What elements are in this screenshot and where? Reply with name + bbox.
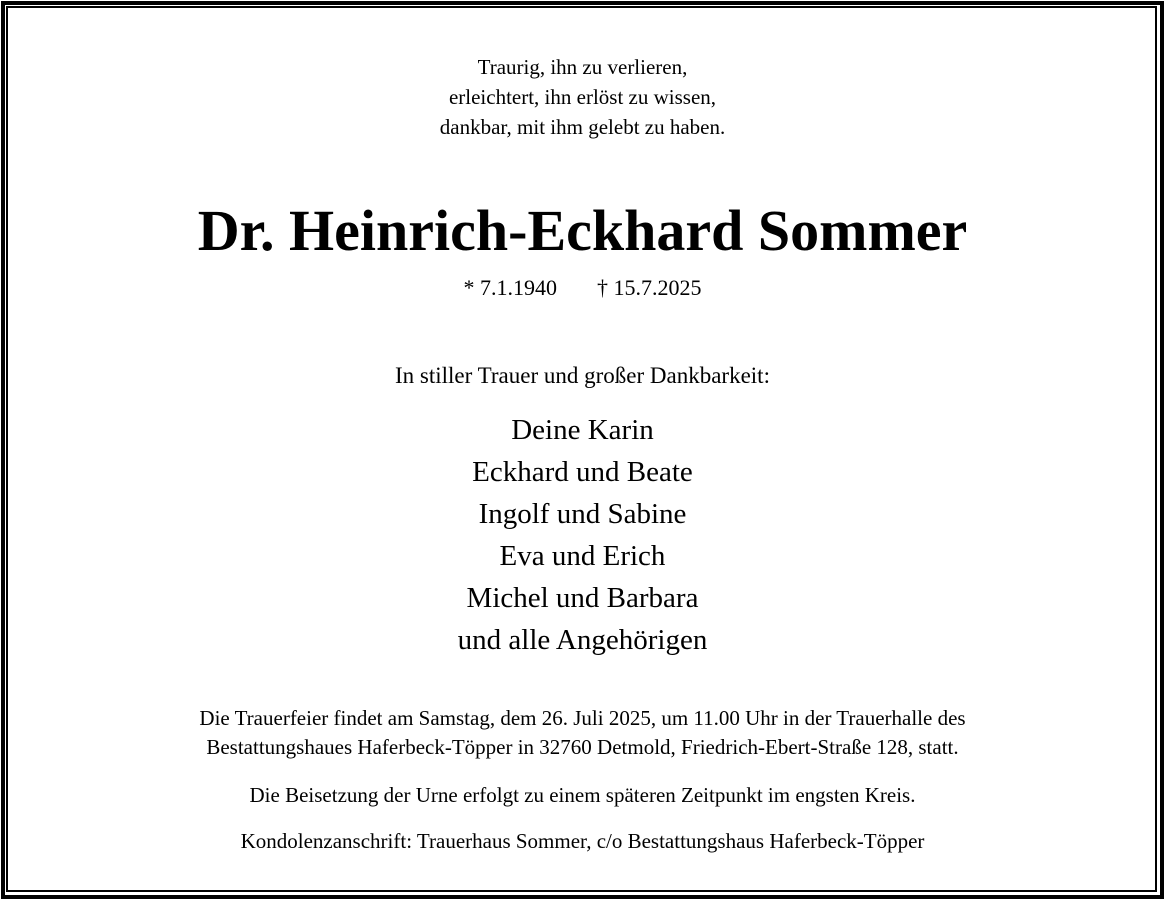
verse-line-3: dankbar, mit ihm gelebt zu haben.	[439, 115, 726, 139]
verse-line-2: erleichtert, ihn erlöst zu wissen,	[448, 85, 717, 109]
birth-date: * 7.1.1940	[463, 275, 557, 300]
mourner-6: und alle Angehörigen	[457, 624, 708, 656]
verse-line-1: Traurig, ihn zu verlieren,	[477, 55, 688, 79]
mourner-5: Michel und Barbara	[466, 582, 699, 614]
mourner-1: Deine Karin	[511, 414, 654, 446]
condolence-address: Kondolenzanschrift: Trauerhaus Sommer, c/o Bestattungshaus Haferbeck-Töpper	[240, 829, 925, 853]
deceased-name: Dr. Heinrich-Eckhard Sommer	[197, 198, 968, 263]
mourner-3: Ingolf und Sabine	[478, 498, 687, 530]
ceremony-line-1: Die Trauerfeier findet am Samstag, dem 26. Juli 2025, um 11.00 Uhr in der Trauerhalle des	[199, 706, 966, 730]
mourner-4: Eva und Erich	[499, 540, 666, 572]
death-date: † 15.7.2025	[597, 275, 702, 300]
ceremony-line-2: Bestattungshaues Haferbeck-Töpper in 32760 Detmold, Friedrich-Ebert-Straße 128, statt.	[206, 735, 959, 759]
mourner-2: Eckhard und Beate	[472, 456, 693, 488]
mourning-intro: In stiller Trauer und großer Dankbarkeit:	[395, 363, 770, 388]
burial-notice: Die Beisetzung der Urne erfolgt zu einem späteren Zeitpunkt im engsten Kreis.	[249, 783, 916, 807]
life-dates	[0, 273, 1165, 303]
